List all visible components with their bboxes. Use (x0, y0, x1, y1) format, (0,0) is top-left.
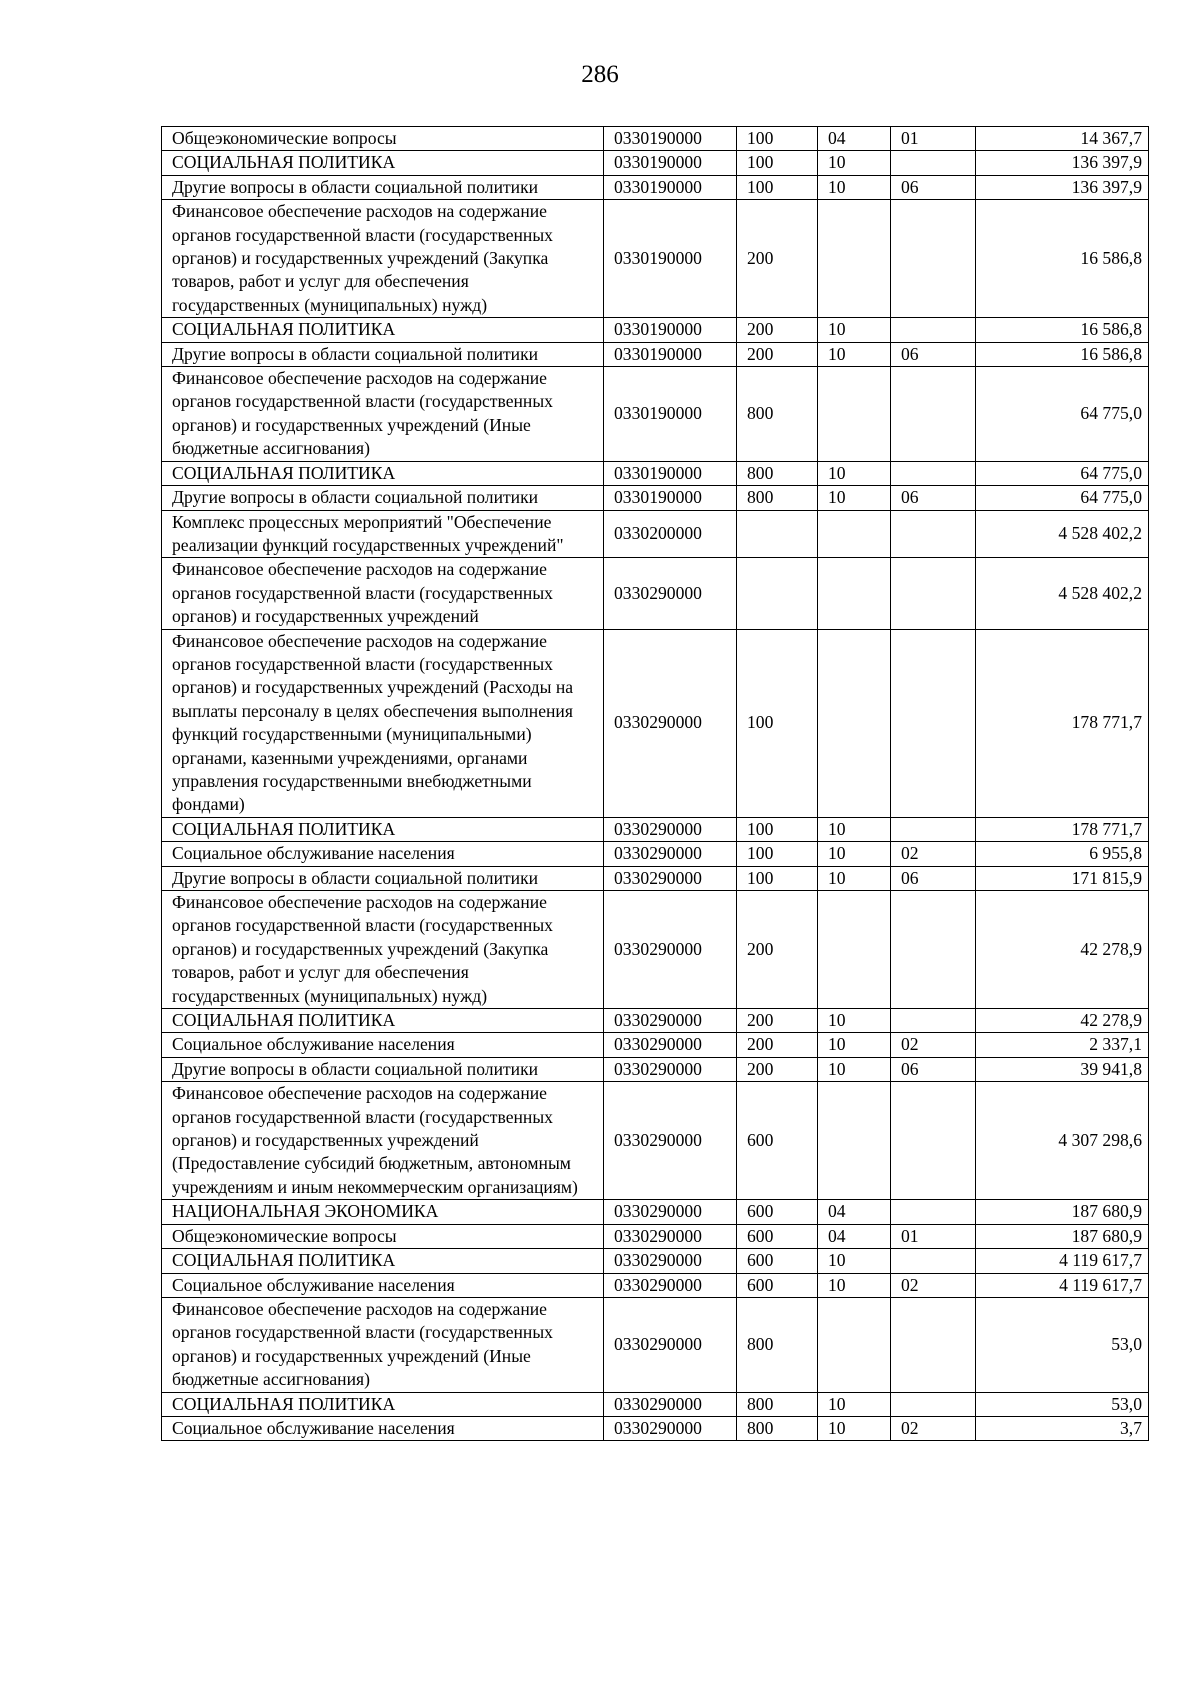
row-name-cell: Социальное обслуживание населения (162, 1273, 604, 1297)
table-row (162, 1082, 1149, 1200)
row-name-cell: СОЦИАЛЬНАЯ ПОЛИТИКА (162, 318, 604, 342)
row-subsection-cell: 06 (891, 866, 976, 890)
row-amount-cell: 178 771,7 (976, 629, 1149, 817)
row-subsection-cell: 06 (891, 175, 976, 199)
row-name-cell: Финансовое обеспечение расходов на содержание органов государственной власти (государственных органов) и государственных учреждений (162, 558, 604, 629)
budget-table-body (162, 127, 1149, 1441)
row-subsection-cell (891, 1392, 976, 1416)
row-target-article-cell: 0330190000 (604, 175, 737, 199)
row-section-cell: 10 (818, 151, 891, 175)
row-target-article-cell: 0330290000 (604, 1392, 737, 1416)
row-amount-cell: 4 307 298,6 (976, 1082, 1149, 1200)
row-expense-type-cell: 200 (737, 1009, 818, 1033)
row-section-cell: 10 (818, 842, 891, 866)
row-name-cell: Финансовое обеспечение расходов на содержание органов государственной власти (государственных органов) и государственных учреждений (Расходы на выплаты персоналу в целях обеспечения выполнения функций государственными (муниципальными) органами, казенными учреждениями, органами управления государственными внебюджетными фондами) (162, 629, 604, 817)
row-target-article-cell: 0330290000 (604, 1200, 737, 1224)
row-name-cell: Общеэкономические вопросы (162, 1224, 604, 1248)
table-row (162, 200, 1149, 318)
row-subsection-cell: 06 (891, 486, 976, 510)
row-amount-cell: 64 775,0 (976, 367, 1149, 462)
row-section-cell (818, 1297, 891, 1392)
row-name-cell: Другие вопросы в области социальной политики (162, 175, 604, 199)
table-row (162, 1200, 1149, 1224)
row-name-cell: Другие вопросы в области социальной политики (162, 1057, 604, 1081)
row-subsection-cell (891, 817, 976, 841)
row-subsection-cell (891, 461, 976, 485)
row-amount-cell: 64 775,0 (976, 486, 1149, 510)
row-expense-type-cell: 200 (737, 200, 818, 318)
row-target-article-cell: 0330190000 (604, 342, 737, 366)
row-section-cell: 04 (818, 1200, 891, 1224)
table-row (162, 1249, 1149, 1273)
row-section-cell: 04 (818, 1224, 891, 1248)
row-name-cell: Социальное обслуживание населения (162, 842, 604, 866)
row-target-article-cell: 0330290000 (604, 891, 737, 1009)
table-row (162, 1009, 1149, 1033)
row-expense-type-cell: 100 (737, 151, 818, 175)
row-amount-cell: 42 278,9 (976, 891, 1149, 1009)
budget-table (161, 126, 1149, 1441)
row-name-cell: СОЦИАЛЬНАЯ ПОЛИТИКА (162, 1392, 604, 1416)
table-row (162, 817, 1149, 841)
row-section-cell (818, 629, 891, 817)
row-expense-type-cell: 800 (737, 461, 818, 485)
row-target-article-cell: 0330290000 (604, 1224, 737, 1248)
table-row (162, 1416, 1149, 1440)
row-amount-cell: 4 528 402,2 (976, 510, 1149, 558)
table-row (162, 1297, 1149, 1392)
row-name-cell: Финансовое обеспечение расходов на содержание органов государственной власти (государственных органов) и государственных учреждений (Закупка товаров, работ и услуг для обеспечения государственных (муниципальных) нужд) (162, 200, 604, 318)
row-expense-type-cell: 200 (737, 891, 818, 1009)
table-row (162, 1033, 1149, 1057)
row-amount-cell: 178 771,7 (976, 817, 1149, 841)
row-amount-cell: 136 397,9 (976, 151, 1149, 175)
row-expense-type-cell: 600 (737, 1082, 818, 1200)
table-row (162, 1224, 1149, 1248)
row-amount-cell: 16 586,8 (976, 200, 1149, 318)
row-amount-cell: 64 775,0 (976, 461, 1149, 485)
row-amount-cell: 187 680,9 (976, 1200, 1149, 1224)
row-amount-cell: 2 337,1 (976, 1033, 1149, 1057)
row-target-article-cell: 0330290000 (604, 558, 737, 629)
row-target-article-cell: 0330190000 (604, 367, 737, 462)
row-expense-type-cell: 100 (737, 629, 818, 817)
row-amount-cell: 6 955,8 (976, 842, 1149, 866)
row-amount-cell: 4 119 617,7 (976, 1249, 1149, 1273)
row-name-cell: Финансовое обеспечение расходов на содержание органов государственной власти (государственных органов) и государственных учреждений (Закупка товаров, работ и услуг для обеспечения государственных (муниципальных) нужд) (162, 891, 604, 1009)
row-expense-type-cell: 100 (737, 842, 818, 866)
row-name-cell: Другие вопросы в области социальной политики (162, 342, 604, 366)
row-target-article-cell: 0330290000 (604, 1082, 737, 1200)
row-amount-cell: 14 367,7 (976, 127, 1149, 151)
row-subsection-cell: 06 (891, 1057, 976, 1081)
row-name-cell: НАЦИОНАЛЬНАЯ ЭКОНОМИКА (162, 1200, 604, 1224)
row-expense-type-cell: 100 (737, 817, 818, 841)
row-expense-type-cell: 800 (737, 1416, 818, 1440)
row-target-article-cell: 0330290000 (604, 1416, 737, 1440)
row-section-cell (818, 1082, 891, 1200)
row-amount-cell: 187 680,9 (976, 1224, 1149, 1248)
row-name-cell: СОЦИАЛЬНАЯ ПОЛИТИКА (162, 1009, 604, 1033)
row-expense-type-cell: 600 (737, 1224, 818, 1248)
row-subsection-cell (891, 318, 976, 342)
row-target-article-cell: 0330290000 (604, 1297, 737, 1392)
row-amount-cell: 3,7 (976, 1416, 1149, 1440)
table-row (162, 127, 1149, 151)
row-subsection-cell: 01 (891, 127, 976, 151)
row-subsection-cell (891, 510, 976, 558)
row-target-article-cell: 0330290000 (604, 1009, 737, 1033)
row-expense-type-cell: 200 (737, 1033, 818, 1057)
row-expense-type-cell: 800 (737, 1297, 818, 1392)
row-section-cell: 10 (818, 866, 891, 890)
row-target-article-cell: 0330190000 (604, 151, 737, 175)
row-expense-type-cell: 600 (737, 1273, 818, 1297)
row-subsection-cell: 02 (891, 842, 976, 866)
row-target-article-cell: 0330190000 (604, 486, 737, 510)
row-subsection-cell (891, 367, 976, 462)
row-name-cell: Социальное обслуживание населения (162, 1416, 604, 1440)
row-amount-cell: 42 278,9 (976, 1009, 1149, 1033)
row-amount-cell: 39 941,8 (976, 1057, 1149, 1081)
row-subsection-cell: 06 (891, 342, 976, 366)
row-expense-type-cell: 100 (737, 127, 818, 151)
row-expense-type-cell (737, 510, 818, 558)
row-target-article-cell: 0330200000 (604, 510, 737, 558)
row-target-article-cell: 0330290000 (604, 817, 737, 841)
table-row (162, 1273, 1149, 1297)
row-expense-type-cell: 600 (737, 1249, 818, 1273)
row-expense-type-cell (737, 558, 818, 629)
table-row (162, 510, 1149, 558)
row-target-article-cell: 0330290000 (604, 1249, 737, 1273)
row-expense-type-cell: 200 (737, 318, 818, 342)
row-expense-type-cell: 600 (737, 1200, 818, 1224)
table-row (162, 342, 1149, 366)
row-name-cell: Социальное обслуживание населения (162, 1033, 604, 1057)
row-expense-type-cell: 200 (737, 1057, 818, 1081)
row-name-cell: СОЦИАЛЬНАЯ ПОЛИТИКА (162, 1249, 604, 1273)
row-name-cell: Комплекс процессных мероприятий "Обеспечение реализации функций государственных учреждений" (162, 510, 604, 558)
row-expense-type-cell: 800 (737, 1392, 818, 1416)
row-subsection-cell: 02 (891, 1273, 976, 1297)
table-row (162, 558, 1149, 629)
table-row (162, 866, 1149, 890)
row-section-cell: 10 (818, 1249, 891, 1273)
row-target-article-cell: 0330290000 (604, 1057, 737, 1081)
row-subsection-cell (891, 1082, 976, 1200)
row-subsection-cell (891, 1009, 976, 1033)
row-section-cell: 04 (818, 127, 891, 151)
table-row (162, 891, 1149, 1009)
row-section-cell: 10 (818, 1392, 891, 1416)
row-name-cell: СОЦИАЛЬНАЯ ПОЛИТИКА (162, 461, 604, 485)
row-section-cell (818, 558, 891, 629)
row-section-cell: 10 (818, 1057, 891, 1081)
row-amount-cell: 16 586,8 (976, 342, 1149, 366)
row-name-cell: Финансовое обеспечение расходов на содержание органов государственной власти (государственных органов) и государственных учреждений (Иные бюджетные ассигнования) (162, 1297, 604, 1392)
row-amount-cell: 136 397,9 (976, 175, 1149, 199)
row-target-article-cell: 0330190000 (604, 200, 737, 318)
row-subsection-cell: 02 (891, 1033, 976, 1057)
row-expense-type-cell: 800 (737, 367, 818, 462)
row-target-article-cell: 0330190000 (604, 127, 737, 151)
row-section-cell: 10 (818, 1273, 891, 1297)
row-name-cell: Другие вопросы в области социальной политики (162, 486, 604, 510)
row-name-cell: Финансовое обеспечение расходов на содержание органов государственной власти (государственных органов) и государственных учреждений (Иные бюджетные ассигнования) (162, 367, 604, 462)
row-target-article-cell: 0330290000 (604, 1033, 737, 1057)
table-row (162, 629, 1149, 817)
row-name-cell: Общеэкономические вопросы (162, 127, 604, 151)
row-target-article-cell: 0330290000 (604, 629, 737, 817)
table-row (162, 175, 1149, 199)
table-row (162, 318, 1149, 342)
row-subsection-cell (891, 1297, 976, 1392)
table-row (162, 367, 1149, 462)
row-expense-type-cell: 100 (737, 175, 818, 199)
row-expense-type-cell: 100 (737, 866, 818, 890)
row-target-article-cell: 0330190000 (604, 461, 737, 485)
row-amount-cell: 4 119 617,7 (976, 1273, 1149, 1297)
row-section-cell: 10 (818, 342, 891, 366)
row-expense-type-cell: 800 (737, 486, 818, 510)
row-subsection-cell (891, 1200, 976, 1224)
row-amount-cell: 4 528 402,2 (976, 558, 1149, 629)
row-amount-cell: 53,0 (976, 1392, 1149, 1416)
row-name-cell: СОЦИАЛЬНАЯ ПОЛИТИКА (162, 151, 604, 175)
row-section-cell: 10 (818, 175, 891, 199)
table-row (162, 486, 1149, 510)
table-row (162, 1057, 1149, 1081)
row-subsection-cell (891, 891, 976, 1009)
row-target-article-cell: 0330290000 (604, 1273, 737, 1297)
table-row (162, 842, 1149, 866)
row-section-cell: 10 (818, 1033, 891, 1057)
table-row (162, 151, 1149, 175)
page-number: 286 (581, 61, 619, 88)
row-section-cell (818, 200, 891, 318)
row-subsection-cell (891, 629, 976, 817)
row-subsection-cell (891, 558, 976, 629)
row-amount-cell: 16 586,8 (976, 318, 1149, 342)
row-name-cell: СОЦИАЛЬНАЯ ПОЛИТИКА (162, 817, 604, 841)
row-section-cell: 10 (818, 486, 891, 510)
table-row (162, 461, 1149, 485)
row-section-cell (818, 510, 891, 558)
row-section-cell: 10 (818, 318, 891, 342)
row-section-cell: 10 (818, 817, 891, 841)
row-name-cell: Финансовое обеспечение расходов на содержание органов государственной власти (государственных органов) и государственных учреждений (Предоставление субсидий бюджетным, автономным учреждениям и иным некоммерческим организациям) (162, 1082, 604, 1200)
row-subsection-cell: 01 (891, 1224, 976, 1248)
row-subsection-cell: 02 (891, 1416, 976, 1440)
row-amount-cell: 171 815,9 (976, 866, 1149, 890)
row-subsection-cell (891, 200, 976, 318)
row-target-article-cell: 0330190000 (604, 318, 737, 342)
row-subsection-cell (891, 151, 976, 175)
row-section-cell (818, 891, 891, 1009)
row-target-article-cell: 0330290000 (604, 842, 737, 866)
table-row (162, 1392, 1149, 1416)
row-target-article-cell: 0330290000 (604, 866, 737, 890)
row-name-cell: Другие вопросы в области социальной политики (162, 866, 604, 890)
row-expense-type-cell: 200 (737, 342, 818, 366)
row-amount-cell: 53,0 (976, 1297, 1149, 1392)
row-section-cell (818, 367, 891, 462)
row-section-cell: 10 (818, 1416, 891, 1440)
row-subsection-cell (891, 1249, 976, 1273)
row-section-cell: 10 (818, 1009, 891, 1033)
row-section-cell: 10 (818, 461, 891, 485)
